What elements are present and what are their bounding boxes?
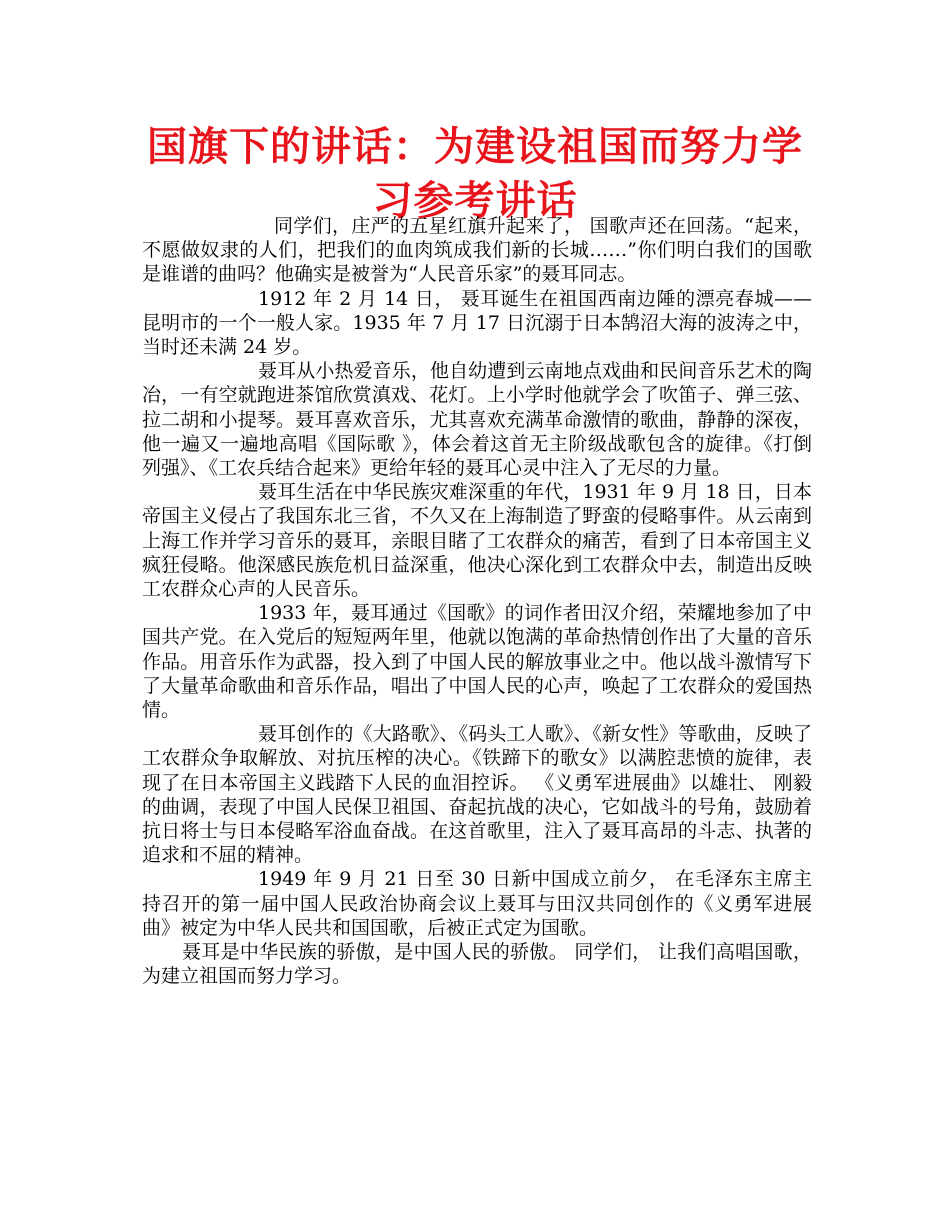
paragraph-8: 聂耳是中华民族的骄傲，是中国人民的骄傲。 同学们， 让我们高唱国歌，为建立祖国而努力学习。 <box>142 941 812 988</box>
paragraph-3: 聂耳从小热爱音乐，他自幼遭到云南地点戏曲和民间音乐艺术的陶冶，一有空就跑进茶馆欣赏滇戏、花灯。上小学时他就学会了吹笛子、弹三弦、拉二胡和小提琴。聂耳喜欢音乐，尤其喜欢充满革命激情的歌曲，静静的深夜，他一遍又一遍地高唱《国际歌 》，体会着这首无主阶级战歌包含的旋律。《打倒列强》、《工农兵结合起来》更给年轻的聂耳心灵中注入了无尽的力量。 <box>142 360 812 480</box>
paragraph-4: 聂耳生活在中华民族灾难深重的年代，1931 年 9 月 18 日，日本帝国主义侵占了我国东北三省，不久又在上海制造了野蛮的侵略事件。从云南到上海工作并学习音乐的聂耳，亲眼目睹了工农群众的痛苦，看到了日本帝国主义疯狂侵略。他深感民族危机日益深重，他决心深化到工农群众中去，制造出反映工农群众心声的人民音乐。 <box>142 481 812 601</box>
paragraph-2: 1912 年 2 月 14 日， 聂耳诞生在祖国西南边陲的漂亮春城——昆明市的一个一般人家。1935 年 7 月 17 日沉溺于日本鹄沼大海的波涛之中，当时还未满 24 岁。 <box>142 287 812 359</box>
paragraph-1: 同学们，庄严的五星红旗升起来了， 国歌声还在回荡。“起来， 不愿做奴隶的人们，把我们的血肉筑成我们新的长城……”你们明白我们的国歌是谁谱的曲吗？他确实是被誉为“人民音乐家”的聂耳同志。 <box>142 215 812 286</box>
paragraph-5: 1933 年，聂耳通过《国歌》的词作者田汉介绍，荣耀地参加了中国共产党。在入党后的短短两年里，他就以饱满的革命热情创作出了大量的音乐作品。用音乐作为武器，投入到了中国人民的解放事业之中。他以战斗激情写下了大量革命歌曲和音乐作品，唱出了中国人民的心声，唤起了工农群众的爱国热情。 <box>142 602 812 722</box>
paragraph-6: 聂耳创作的《大路歌》、《码头工人歌》、《新女性》等歌曲，反映了工农群众争取解放、对抗压榨的决心。《铁蹄下的歌女》以满腔悲愤的旋律，表现了在日本帝国主义践踏下人民的血泪控诉。 《义勇军进展曲》以雄壮、 刚毅的曲调，表现了中国人民保卫祖国、奋起抗战的决心，它如战斗的号角，鼓励着抗日将士与日本侵略军浴血奋战。在这首歌里，注入了聂耳高昂的斗志、执著的追求和不屈的精神。 <box>142 723 812 867</box>
document-title: 国旗下的讲话：为建设祖国而努力学习参考讲话 <box>147 124 803 224</box>
document-body <box>142 214 812 989</box>
paragraph-7: 1949 年 9 月 21 日至 30 日新中国成立前夕， 在毛泽东主席主持召开的第一届中国人民政治协商会议上聂耳与田汉共同创作的《义勇军进展曲》被定为中华人民共和国国歌，后被正式定为国歌。 <box>142 868 812 939</box>
